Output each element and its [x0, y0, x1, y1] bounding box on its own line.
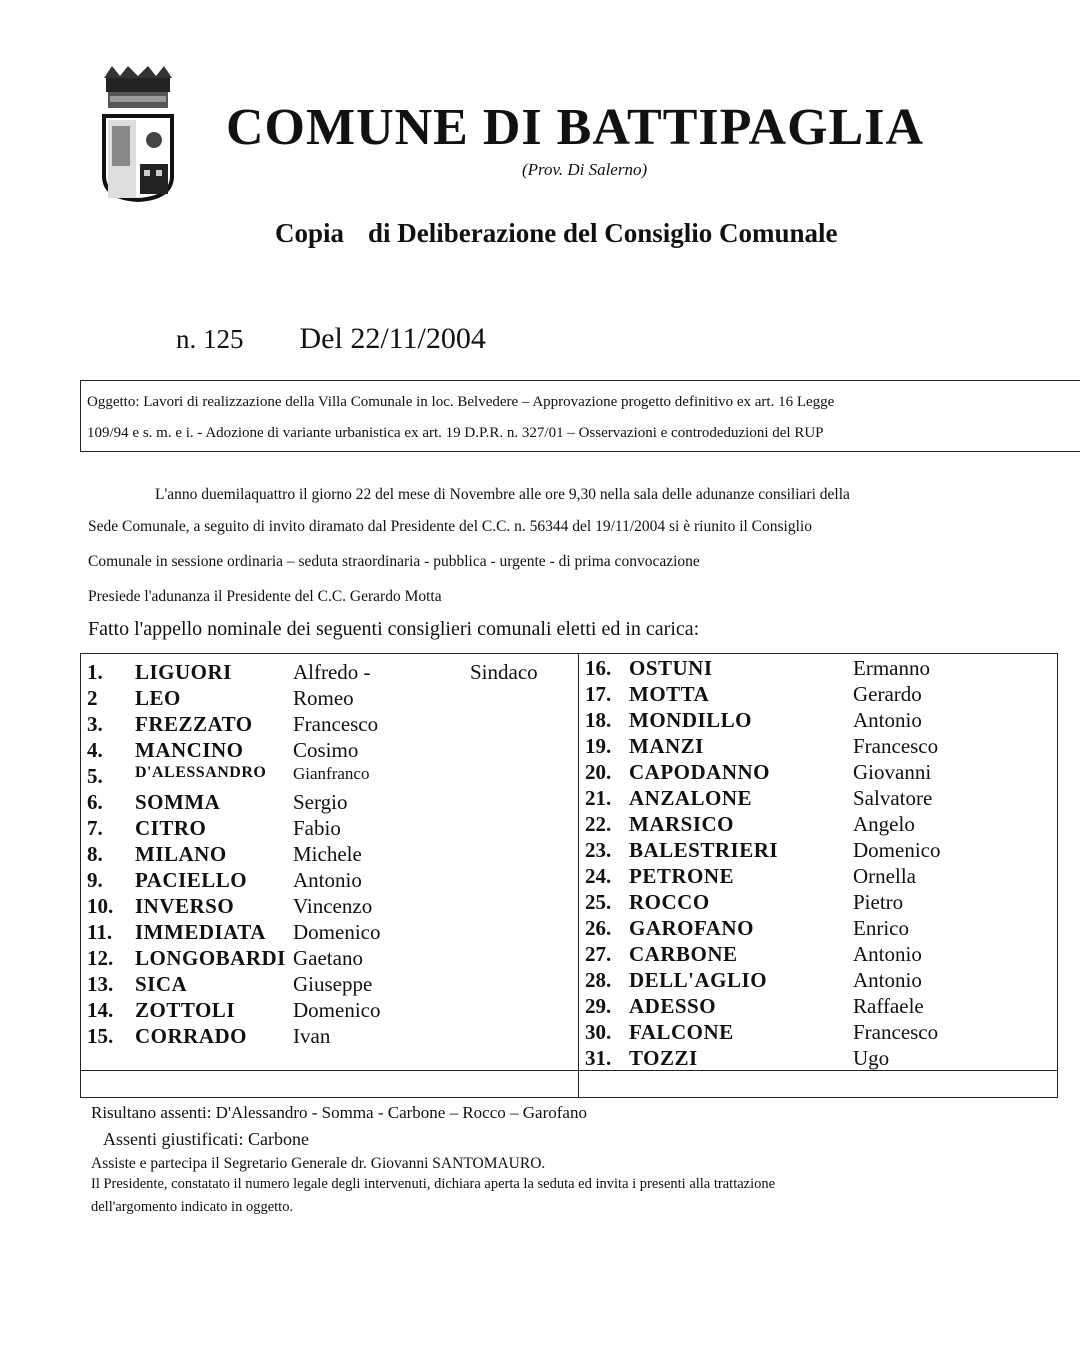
councillor-number: 2: [87, 686, 98, 710]
councillor-number: 29.: [585, 994, 612, 1018]
councillor-last-name: TOZZI: [629, 1046, 698, 1070]
councillor-last-name: FREZZATO: [135, 712, 253, 736]
councillor-number: 9.: [87, 868, 103, 892]
secretary-line: Assiste e partecipa il Segretario Generale dr. Giovanni SANTOMAURO.: [91, 1155, 546, 1172]
councillor-number: 6.: [87, 790, 103, 814]
councillors-table: [80, 653, 1058, 1098]
councillor-last-name: PACIELLO: [135, 868, 248, 892]
deliberation-number: n. 125: [176, 324, 244, 354]
councillor-first-name: Cosimo: [293, 738, 359, 762]
councillor-first-name: Giuseppe: [293, 972, 373, 996]
councillor-row: [87, 1024, 557, 1050]
councillor-row: [585, 760, 1055, 786]
subject-line-1: Oggetto: Lavori di realizzazione della Villa Comunale in loc. Belvedere – Approvazione progetto definitivo ex art. 16 Legge: [87, 394, 835, 410]
councillor-last-name: OSTUNI: [629, 656, 713, 680]
presiding-line: Presiede l'adunanza il Presidente del C.C. Gerardo Motta: [88, 588, 442, 605]
councillor-row: [585, 708, 1055, 734]
councillor-last-name: SOMMA: [135, 790, 221, 814]
councillor-first-name: Antonio: [293, 868, 362, 892]
roll-call-intro: Fatto l'appello nominale dei seguenti consiglieri comunali eletti ed in carica:: [88, 618, 700, 640]
councillor-last-name: D'ALESSANDRO: [135, 764, 267, 781]
councillor-row: [585, 812, 1055, 838]
councillor-first-name: Francesco: [293, 712, 379, 736]
councillor-last-name: CARBONE: [629, 942, 738, 966]
councillor-last-name: LONGOBARDI: [135, 946, 286, 970]
councillor-row: [87, 790, 557, 816]
councillor-first-name: Fabio: [293, 816, 341, 840]
councillor-first-name: Michele: [293, 842, 362, 866]
councillor-row: [87, 920, 557, 946]
councillor-first-name: Francesco: [853, 1020, 939, 1044]
councillor-number: 30.: [585, 1020, 612, 1044]
councillor-first-name: Antonio: [853, 708, 922, 732]
councillor-first-name: Alfredo -: [293, 660, 371, 684]
councillor-number: 18.: [585, 708, 612, 732]
councillor-first-name: Vincenzo: [293, 894, 373, 918]
table-divider: [578, 654, 579, 1097]
councillor-first-name: Domenico: [853, 838, 941, 862]
councillor-number: 4.: [87, 738, 103, 762]
councillor-number: 3.: [87, 712, 103, 736]
councillor-row: [585, 942, 1055, 968]
province-subtitle: (Prov. Di Salerno): [522, 160, 648, 179]
councillor-row: [585, 786, 1055, 812]
opening-line-1: Il Presidente, constatato il numero legale degli intervenuti, dichiara aperta la seduta ed invita i presenti alla trattazione: [91, 1176, 776, 1192]
councillor-first-name: Giovanni: [853, 760, 932, 784]
councillor-first-name: Antonio: [853, 942, 922, 966]
councillor-first-name: Ermanno: [853, 656, 930, 680]
doc-type-copy: Copia: [275, 218, 345, 248]
councillor-row: [585, 1020, 1055, 1046]
councillor-last-name: ZOTTOLI: [135, 998, 235, 1022]
councillor-first-name: Sergio: [293, 790, 348, 814]
councillor-number: 14.: [87, 998, 114, 1022]
councillor-row: [87, 868, 557, 894]
councillor-row: [585, 682, 1055, 708]
councillor-first-name: Ornella: [853, 864, 916, 888]
councillor-last-name: LIGUORI: [135, 660, 232, 684]
councillor-number: 23.: [585, 838, 612, 862]
councillor-last-name: MANZI: [629, 734, 704, 758]
councillor-row: [585, 994, 1055, 1020]
deliberation-date: Del 22/11/2004: [299, 322, 486, 355]
councillor-row: [87, 712, 557, 738]
document-type: [275, 218, 838, 249]
councillor-last-name: MANCINO: [135, 738, 244, 762]
councillor-number: 10.: [87, 894, 114, 918]
councillor-row: [87, 764, 557, 790]
councillor-first-name: Romeo: [293, 686, 354, 710]
councillor-row: [87, 894, 557, 920]
councillor-first-name: Angelo: [853, 812, 915, 836]
councillor-number: 1.: [87, 660, 103, 684]
councillor-first-name: Pietro: [853, 890, 904, 914]
subject-box: [80, 380, 1080, 452]
councillor-number: 31.: [585, 1046, 612, 1070]
councillor-last-name: INVERSO: [135, 894, 235, 918]
councillor-last-name: PETRONE: [629, 864, 735, 888]
body-line-2: Sede Comunale, a seguito di invito diramato dal Presidente del C.C. n. 56344 del 19/11/2004 si è riunito il Consiglio: [88, 518, 812, 535]
municipality-title: COMUNE DI BATTIPAGLIA: [226, 99, 925, 156]
councillor-last-name: MOTTA: [629, 682, 710, 706]
councillor-first-name: Francesco: [853, 734, 939, 758]
body-line-1: L'anno duemilaquattro il giorno 22 del mese di Novembre alle ore 9,30 nella sala delle adunanze consiliari della: [155, 486, 850, 503]
councillor-row: [585, 1046, 1055, 1072]
councillor-number: 8.: [87, 842, 103, 866]
councillor-last-name: CITRO: [135, 816, 207, 840]
councillor-last-name: GAROFANO: [629, 916, 754, 940]
body-line-3: Comunale in sessione ordinaria – seduta straordinaria - pubblica - urgente - di prima convocazione: [88, 553, 700, 570]
councillor-last-name: FALCONE: [629, 1020, 734, 1044]
councillor-number: 12.: [87, 946, 114, 970]
councillor-first-name: Gianfranco: [293, 764, 370, 783]
councillor-row: [87, 816, 557, 842]
councillor-row: [87, 946, 557, 972]
councillor-number: 16.: [585, 656, 612, 680]
councillor-first-name: Raffaele: [853, 994, 924, 1018]
councillor-first-name: Ivan: [293, 1024, 331, 1048]
councillor-row: [87, 842, 557, 868]
councillor-number: 24.: [585, 864, 612, 888]
councillor-last-name: DELL'AGLIO: [629, 968, 768, 992]
councillor-last-name: MONDILLO: [629, 708, 753, 732]
councillor-number: 20.: [585, 760, 612, 784]
councillor-number: 15.: [87, 1024, 114, 1048]
councillor-number: 26.: [585, 916, 612, 940]
councillor-last-name: ANZALONE: [629, 786, 753, 810]
councillor-last-name: CAPODANNO: [629, 760, 770, 784]
councillor-number: 7.: [87, 816, 103, 840]
deliberation-number-line: [176, 322, 486, 356]
councillor-first-name: Salvatore: [853, 786, 933, 810]
councillor-row: [585, 838, 1055, 864]
councillor-first-name: Enrico: [853, 916, 909, 940]
councillor-row: [585, 968, 1055, 994]
councillor-first-name: Ugo: [853, 1046, 890, 1070]
councillor-last-name: MARSICO: [629, 812, 735, 836]
councillor-number: 13.: [87, 972, 114, 996]
councillor-row: [585, 656, 1055, 682]
councillor-number: 11.: [87, 920, 113, 944]
councillor-row: [87, 686, 557, 712]
councillor-number: 28.: [585, 968, 612, 992]
councillor-first-name: Domenico: [293, 998, 381, 1022]
councillor-row: [87, 660, 557, 686]
councillor-number: 25.: [585, 890, 612, 914]
councillor-row: [87, 972, 557, 998]
councillor-first-name: Gerardo: [853, 682, 922, 706]
councillor-last-name: MILANO: [135, 842, 227, 866]
councillor-first-name: Domenico: [293, 920, 381, 944]
councillor-row: [585, 916, 1055, 942]
municipal-crest-icon: [98, 66, 178, 202]
councillor-last-name: SICA: [135, 972, 188, 996]
councillor-row: [87, 998, 557, 1024]
doc-type-deliberation: di Deliberazione del Consiglio Comunale: [368, 218, 838, 248]
councillor-last-name: BALESTRIERI: [629, 838, 779, 862]
councillor-row: [585, 864, 1055, 890]
councillor-last-name: ROCCO: [629, 890, 710, 914]
councillor-row: [585, 890, 1055, 916]
justified-absent: Assenti giustificati: Carbone: [103, 1129, 309, 1149]
councillor-number: 19.: [585, 734, 612, 758]
councillor-number: 17.: [585, 682, 612, 706]
councillor-number: 22.: [585, 812, 612, 836]
councillor-row: [87, 738, 557, 764]
opening-line-2: dell'argomento indicato in oggetto.: [91, 1199, 294, 1215]
councillor-number: 21.: [585, 786, 612, 810]
councillor-last-name: ADESSO: [629, 994, 717, 1018]
councillor-first-name: Antonio: [853, 968, 922, 992]
councillor-last-name: LEO: [135, 686, 181, 710]
councillor-number: 5.: [87, 764, 103, 788]
councillor-role: Sindaco: [470, 660, 538, 684]
councillor-first-name: Gaetano: [293, 946, 363, 970]
absent-list: Risultano assenti: D'Alessandro - Somma - Carbone – Rocco – Garofano: [91, 1103, 587, 1122]
councillor-number: 27.: [585, 942, 612, 966]
subject-line-2: 109/94 e s. m. e i. - Adozione di variante urbanistica ex art. 19 D.P.R. n. 327/01 – Osservazioni e controdeduzioni del RUP: [87, 425, 824, 441]
councillor-row: [585, 734, 1055, 760]
councillor-last-name: IMMEDIATA: [135, 920, 266, 944]
councillor-last-name: CORRADO: [135, 1024, 247, 1048]
